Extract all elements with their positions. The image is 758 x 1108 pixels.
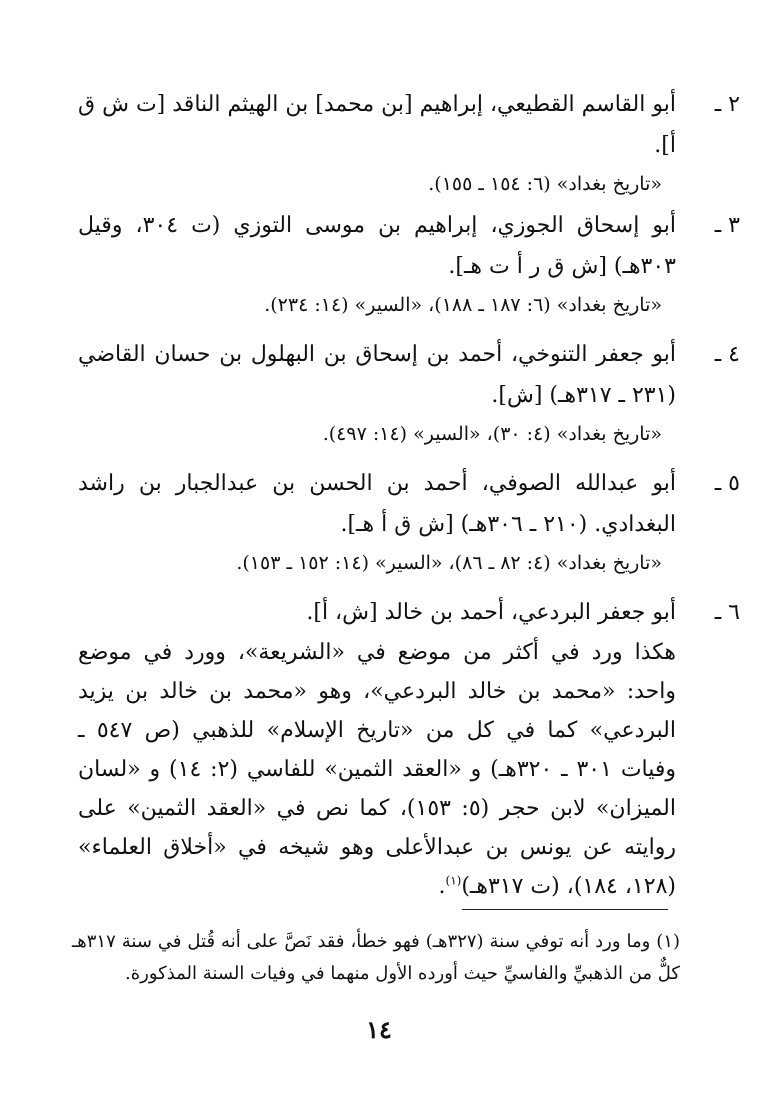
entry-2: [78, 84, 740, 202]
entry-text: أبو جعفر التنوخي، أحمد بن إسحاق بن البهلول بن حسان القاضي (٢٣١ ـ ٣١٧هـ) [ش].: [78, 342, 676, 408]
entry-4: [78, 334, 740, 452]
entry-text: أبو القاسم القطيعي، إبراهيم [بن محمد] بن الهيثم الناقد [ت ش ق أ].: [78, 92, 676, 158]
page-number: ١٤: [366, 1015, 392, 1044]
entry-number: ٥ ـ: [714, 471, 740, 496]
entry-source: «تاريخ بغداد» (٦: ١٨٧ ـ ١٨٨)، «السير» (١٤: ٢٣٤).: [264, 294, 662, 316]
entry-note-text: هكذا ورد في أكثر من موضع في «الشريعة»، وورد في موضع واحد: «محمد بن خالد البردعي»، وهو «محمد بن خالد بن يزيد البردعي» كما في كل من «تاريخ الإسلام» للذهبي (ص ٥٤٧ ـ وفيات ٣٠١ ـ ٣٢٠هـ) و «العقد الثمين» للفاسي (٢: ١٤) و «لسان الميزان» لابن حجر (٥: ١٥٣)، كما نص في «العقد الثمين» على روايته عن يونس بن عبدالأعلى وهو شيخه في «أخلاق العلماء» (١٢٨، ١٨٤)، (ت ٣١٧هـ): [78, 640, 677, 899]
entry-3: [78, 205, 740, 323]
entry-text: أبو جعفر البردعي، أحمد بن خالد [ش، أ].: [306, 600, 676, 625]
entry-6: [78, 592, 740, 906]
footnote-reference[interactable]: (١): [445, 873, 462, 888]
footnote-divider: [462, 909, 668, 910]
entry-text: أبو عبدالله الصوفي، أحمد بن الحسن بن عبدالجبار بن راشد البغدادي. (٢١٠ ـ ٣٠٦هـ) [ش ق أ هـ].: [78, 471, 676, 537]
entry-note: [78, 633, 676, 906]
entry-number: ٣ ـ: [714, 213, 740, 238]
entry-source: «تاريخ بغداد» (٤: ٣٠)، «السير» (١٤: ٤٩٧).: [322, 423, 662, 445]
entry-number: ٢ ـ: [714, 92, 740, 117]
entry-note-end: .: [438, 874, 446, 899]
footnote: (١) وما ورد أنه توفي سنة (٣٢٧هـ) فهو خطأ، فقد نَصَّ على أنه قُتل في سنة ٣١٧هـ كلٌّ من الذهبيِّ والفاسيِّ حيث أورده الأول منهما في وفيات السنة المذكورة.: [72, 931, 680, 984]
entry-number: ٤ ـ: [714, 342, 740, 367]
entry-source: «تاريخ بغداد» (٦: ١٥٤ ـ ١٥٥).: [428, 173, 662, 195]
entry-5: [78, 463, 740, 581]
entry-source: «تاريخ بغداد» (٤: ٨٢ ـ ٨٦)، «السير» (١٤: ١٥٢ ـ ١٥٣).: [236, 552, 662, 574]
entry-text: أبو إسحاق الجوزي، إبراهيم بن موسى التوزي (ت ٣٠٤، وقيل ٣٠٣هـ) [ش ق ر أ ت هـ].: [78, 213, 676, 279]
entry-number: ٦ ـ: [714, 600, 740, 625]
